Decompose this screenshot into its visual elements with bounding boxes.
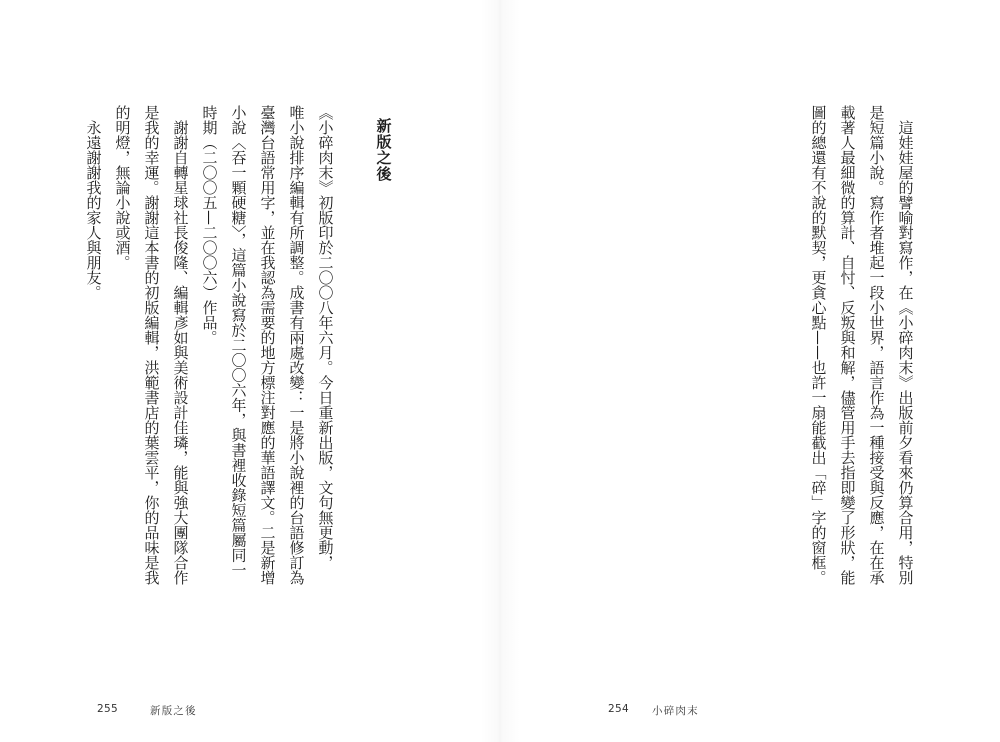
right-page xyxy=(500,0,1000,742)
section-heading: 新版之後 xyxy=(374,118,393,182)
text-line: 臺灣台語常用字，並在我認為需要的地方標注對應的華語譯文。二是新增 xyxy=(258,105,277,585)
text-line: 唯小說排序編輯有所調整。成書有兩處改變：一是將小說裡的台語修訂為 xyxy=(287,105,306,585)
left-page-text xyxy=(79,105,398,605)
heading-spacer xyxy=(340,105,369,605)
page-number: 254 xyxy=(608,703,629,715)
text-line: 圖的總還有不說的默契，更貪心點——也許一扇能截出「碎」字的窗框。 xyxy=(809,105,828,585)
text-line: 謝謝自轉星球社長俊隆、編輯彥如與美術設計佳璘，能與強大團隊合作 xyxy=(171,120,190,585)
text-line: 是短篇小說。寫作者堆起一段小世界，語言作為一種接受與反應，在在承 xyxy=(867,105,886,585)
page-number: 255 xyxy=(97,703,118,715)
right-page-text xyxy=(804,105,920,605)
text-line: 時期（二〇〇五—二〇〇六）作品。 xyxy=(200,105,219,345)
text-line: 的明燈，無論小說或酒。 xyxy=(113,105,132,270)
text-line: 載著人最細微的算計、自忖、反叛與和解，儘管用手去指即變了形狀，能 xyxy=(838,105,857,585)
text-line: 是我的幸運。謝謝這本書的初版編輯，洪範書店的葉雲平，你的品味是我 xyxy=(142,105,161,585)
running-head: 小碎肉末 xyxy=(652,705,699,717)
text-line: 這娃娃屋的譬喻對寫作，在《小碎肉末》出版前夕看來仍算合用，特別 xyxy=(896,120,915,585)
text-line: 永遠謝謝我的家人與朋友。 xyxy=(84,120,103,300)
text-line: 小說〈吞一顆硬糖〉，這篇小說寫於二〇〇六年，與書裡收錄短篇屬同一 xyxy=(229,105,248,578)
text-line: 《小碎肉末》初版印於二〇〇八年六月。今日重新出版，文句無更動， xyxy=(316,105,335,570)
running-head: 新版之後 xyxy=(150,705,197,717)
